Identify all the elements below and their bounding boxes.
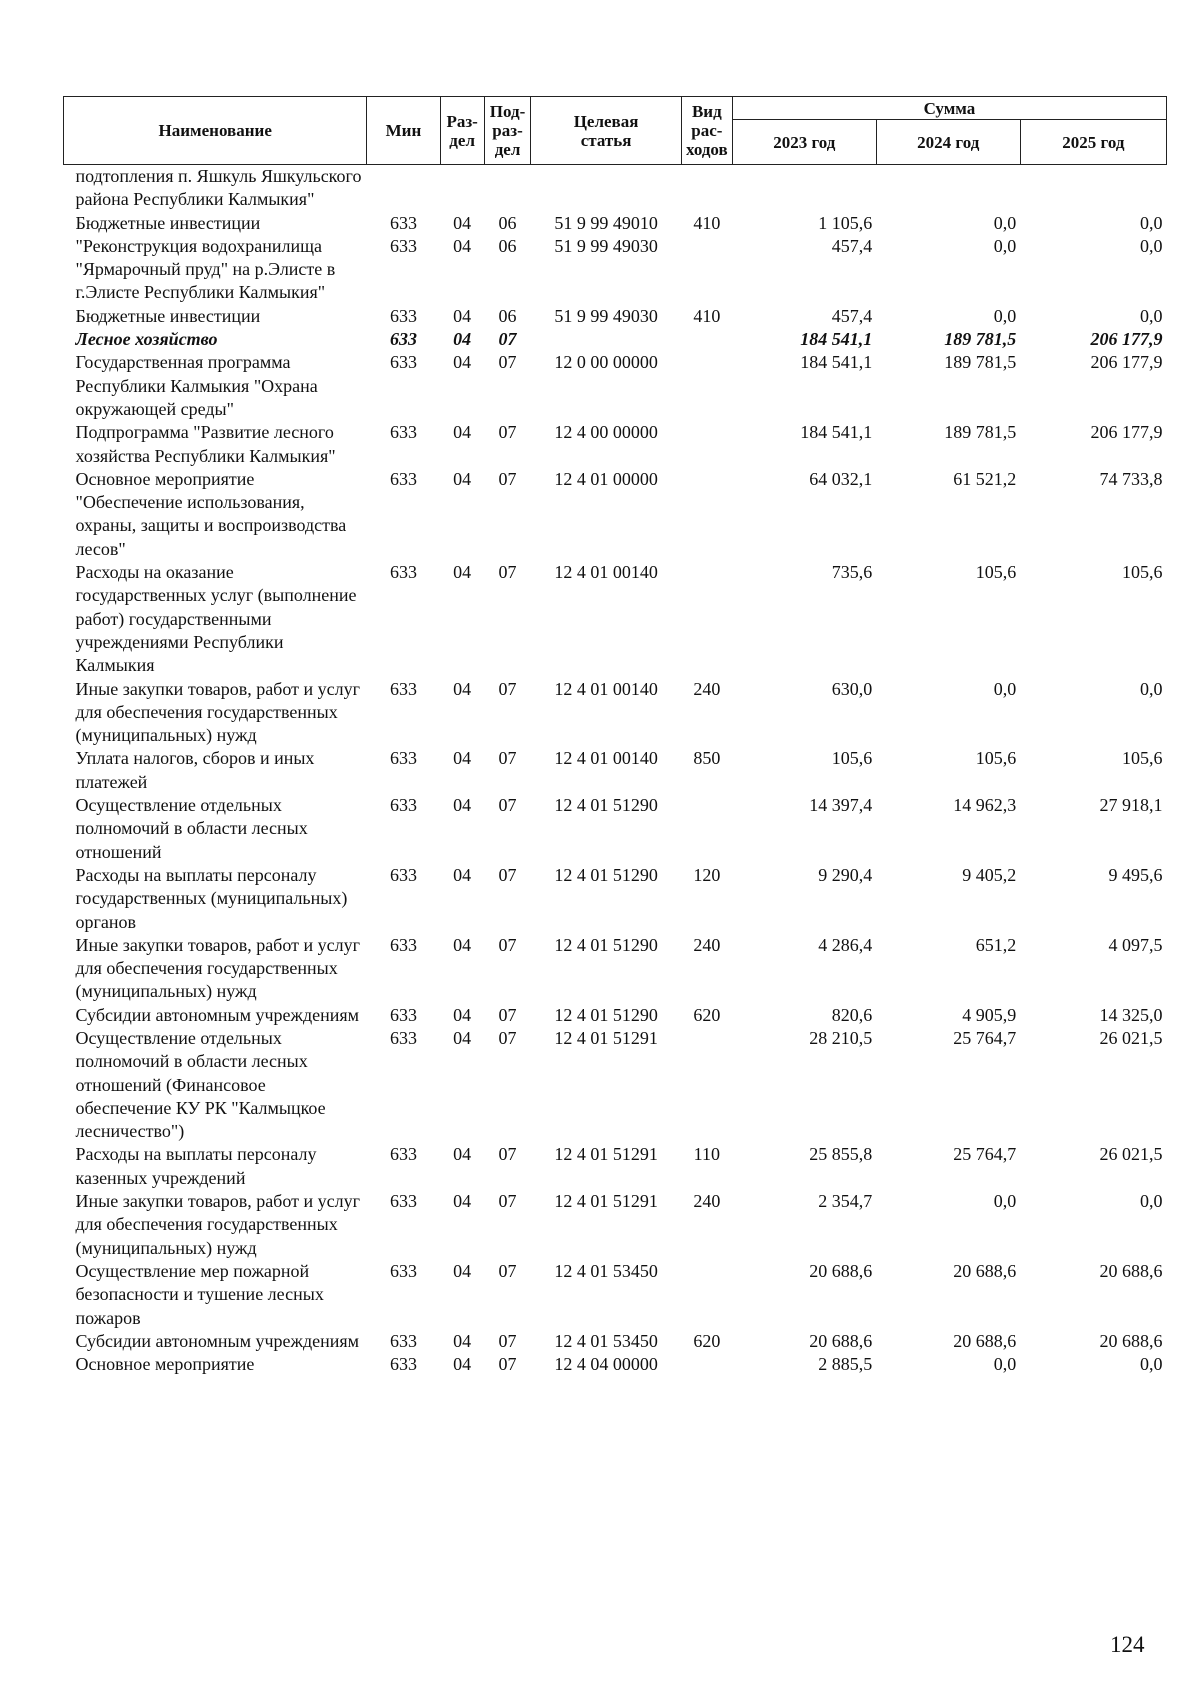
cell-expense-type xyxy=(681,328,732,351)
cell-podrazdel: 07 xyxy=(498,864,517,885)
cell-sum-2024: 0,0 xyxy=(993,235,1017,256)
table-row xyxy=(64,1330,1167,1353)
cell-razdel: 04 xyxy=(453,1027,472,1048)
header-year-2024: 2024 год xyxy=(876,120,1020,165)
table-row xyxy=(64,1143,1167,1190)
cell-expense-type xyxy=(681,165,732,212)
cell-min: 633 xyxy=(389,1354,417,1375)
cell-expense-type: 410 xyxy=(693,305,721,326)
cell-razdel: 04 xyxy=(453,1191,472,1212)
cell-razdel: 04 xyxy=(453,1004,472,1025)
cell-name: Осуществление отдельных полномочий в области лесных отношений (Финансовое обеспечение КУ РК "Калмыцкое лесничество") xyxy=(75,1027,326,1142)
cell-sum-2025: 0,0 xyxy=(1140,1354,1163,1375)
cell-razdel: 04 xyxy=(453,1354,472,1375)
cell-expense-type: 120 xyxy=(693,864,721,885)
cell-sum-2025: 4 097,5 xyxy=(1108,934,1163,955)
cell-podrazdel: 07 xyxy=(498,422,517,443)
cell-podrazdel: 07 xyxy=(498,468,517,489)
table-row xyxy=(64,1190,1167,1260)
cell-sum-2023: 2 885,5 xyxy=(818,1354,873,1375)
cell-sum-2023: 2 354,7 xyxy=(818,1191,873,1212)
cell-podrazdel: 07 xyxy=(498,1027,517,1048)
cell-min: 633 xyxy=(389,934,417,955)
table-row xyxy=(64,678,1167,748)
cell-sum-2024: 0,0 xyxy=(993,678,1017,699)
cell-target-article: 12 4 01 53450 xyxy=(554,1260,658,1281)
cell-target-article: 12 4 01 53450 xyxy=(554,1330,658,1351)
cell-podrazdel: 07 xyxy=(498,1330,517,1351)
header-target-article: Целевая статья xyxy=(531,97,682,165)
header-year-2025: 2025 год xyxy=(1020,120,1166,165)
cell-min: 633 xyxy=(389,1330,417,1351)
cell-sum-2023: 820,6 xyxy=(831,1004,873,1025)
cell-sum-2023: 184 541,1 xyxy=(800,352,873,373)
cell-name: Иные закупки товаров, работ и услуг для обеспечения государственных (муниципальных) нужд xyxy=(75,1191,360,1258)
cell-sum-2025: 0,0 xyxy=(1140,212,1163,233)
cell-expense-type: 240 xyxy=(693,678,721,699)
cell-min: 633 xyxy=(389,1144,417,1165)
cell-sum-2025: 26 021,5 xyxy=(1099,1144,1163,1165)
cell-sum-2025: 74 733,8 xyxy=(1099,468,1163,489)
cell-sum-2023: 457,4 xyxy=(831,235,873,256)
cell-name: Расходы на выплаты персоналу казенных учреждений xyxy=(75,1144,317,1188)
cell-min: 633 xyxy=(389,235,417,256)
cell-sum-2023: 25 855,8 xyxy=(809,1144,873,1165)
table-row xyxy=(64,1260,1167,1330)
table-row xyxy=(64,351,1167,421)
cell-podrazdel: 07 xyxy=(498,1191,517,1212)
cell-sum-2024: 651,2 xyxy=(975,934,1017,955)
cell-target-article: 12 4 01 51291 xyxy=(554,1027,658,1048)
cell-name: Расходы на оказание государственных услуг (выполнение работ) государственными учреждениями Республики Калмыкия xyxy=(75,562,357,676)
cell-name: Лесное хозяйство xyxy=(75,329,218,350)
cell-razdel: 04 xyxy=(453,678,472,699)
cell-podrazdel: 06 xyxy=(498,235,517,256)
cell-sum-2025: 0,0 xyxy=(1140,235,1163,256)
cell-name: Основное мероприятие "Обеспечение использования, охраны, защиты и воспроизводства лесов" xyxy=(75,468,347,559)
cell-min: 633 xyxy=(389,795,417,816)
cell-sum-2024: 20 688,6 xyxy=(953,1330,1017,1351)
cell-sum-2024 xyxy=(876,165,1020,212)
cell-podrazdel: 07 xyxy=(498,562,517,583)
cell-min: 633 xyxy=(389,1191,417,1212)
cell-target-article xyxy=(531,165,682,212)
cell-sum-2023: 735,6 xyxy=(831,562,873,583)
cell-min: 633 xyxy=(389,678,417,699)
cell-sum-2024: 0,0 xyxy=(993,212,1017,233)
cell-razdel: 04 xyxy=(453,934,472,955)
cell-name: Уплата налогов, сборов и иных платежей xyxy=(75,748,315,792)
cell-razdel: 04 xyxy=(453,864,472,885)
cell-sum-2024: 0,0 xyxy=(993,305,1017,326)
cell-expense-type xyxy=(681,468,732,561)
cell-expense-type: 850 xyxy=(693,748,721,769)
cell-target-article: 51 9 99 49030 xyxy=(554,235,658,256)
cell-target-article xyxy=(531,328,682,351)
cell-name: Осуществление отдельных полномочий в области лесных отношений xyxy=(75,795,308,862)
cell-razdel: 04 xyxy=(453,1144,472,1165)
cell-name: Иные закупки товаров, работ и услуг для обеспечения государственных (муниципальных) нужд xyxy=(75,678,360,746)
cell-podrazdel: 07 xyxy=(498,1144,517,1165)
cell-sum-2025: 105,6 xyxy=(1122,562,1163,583)
cell-name: Бюджетные инвестиции xyxy=(75,305,261,326)
cell-sum-2024: 25 764,7 xyxy=(953,1144,1017,1165)
cell-sum-2023: 20 688,6 xyxy=(809,1330,873,1351)
cell-expense-type: 410 xyxy=(693,212,721,233)
cell-expense-type xyxy=(681,351,732,421)
cell-min: 633 xyxy=(389,212,417,233)
cell-target-article: 12 4 01 51290 xyxy=(554,934,658,955)
cell-sum-2025: 206 177,9 xyxy=(1090,422,1163,443)
cell-min: 633 xyxy=(389,468,417,489)
cell-target-article: 12 4 04 00000 xyxy=(554,1354,658,1375)
cell-sum-2025: 26 021,5 xyxy=(1099,1027,1163,1048)
cell-target-article: 51 9 99 49030 xyxy=(554,305,658,326)
cell-podrazdel: 07 xyxy=(498,1354,517,1375)
cell-razdel: 04 xyxy=(453,748,472,769)
cell-name: Расходы на выплаты персоналу государственных (муниципальных) органов xyxy=(75,864,348,932)
table-row xyxy=(64,1027,1167,1143)
cell-min: 633 xyxy=(389,329,417,350)
cell-min: 633 xyxy=(389,1260,417,1281)
table-body xyxy=(64,165,1167,1377)
cell-razdel: 04 xyxy=(453,352,472,373)
cell-sum-2024: 9 405,2 xyxy=(962,864,1017,885)
cell-sum-2024: 189 781,5 xyxy=(944,352,1017,373)
cell-sum-2023: 4 286,4 xyxy=(818,934,873,955)
cell-name: Субсидии автономным учреждениям xyxy=(75,1004,360,1025)
table-row xyxy=(64,165,1167,212)
cell-podrazdel: 07 xyxy=(498,1004,517,1025)
cell-sum-2024: 25 764,7 xyxy=(953,1027,1017,1048)
cell-name: Основное мероприятие xyxy=(75,1354,255,1375)
budget-table xyxy=(63,96,1167,1376)
cell-sum-2025 xyxy=(1020,165,1166,212)
cell-sum-2025: 20 688,6 xyxy=(1099,1330,1163,1351)
cell-razdel: 04 xyxy=(453,235,472,256)
cell-min: 633 xyxy=(389,864,417,885)
cell-razdel: 04 xyxy=(453,795,472,816)
table-row xyxy=(64,1004,1167,1027)
cell-name: Подпрограмма "Развитие лесного хозяйства Республики Калмыкия" xyxy=(75,422,336,466)
cell-sum-2023: 184 541,1 xyxy=(800,422,873,443)
cell-podrazdel: 06 xyxy=(498,305,517,326)
cell-min: 633 xyxy=(389,305,417,326)
table-row xyxy=(64,1353,1167,1376)
cell-sum-2025: 14 325,0 xyxy=(1099,1004,1163,1025)
header-name: Наименование xyxy=(64,97,367,165)
cell-sum-2023: 1 105,6 xyxy=(818,212,873,233)
cell-target-article: 12 4 01 00000 xyxy=(554,468,658,489)
cell-podrazdel: 07 xyxy=(498,748,517,769)
cell-min: 633 xyxy=(389,1004,417,1025)
table-row xyxy=(64,305,1167,328)
cell-sum-2024: 14 962,3 xyxy=(953,795,1017,816)
cell-sum-2025: 206 177,9 xyxy=(1090,329,1163,350)
cell-sum-2024: 4 905,9 xyxy=(962,1004,1017,1025)
cell-sum-2023: 184 541,1 xyxy=(800,329,873,350)
cell-sum-2023: 20 688,6 xyxy=(809,1260,873,1281)
cell-sum-2023 xyxy=(732,165,876,212)
cell-sum-2024: 189 781,5 xyxy=(944,422,1017,443)
cell-target-article: 12 4 01 51290 xyxy=(554,795,658,816)
cell-min: 633 xyxy=(389,352,417,373)
cell-podrazdel xyxy=(484,165,531,212)
cell-sum-2023: 9 290,4 xyxy=(818,864,873,885)
table-header xyxy=(64,97,1167,165)
table-row xyxy=(64,794,1167,864)
cell-sum-2024: 105,6 xyxy=(975,748,1017,769)
cell-target-article: 12 4 01 51290 xyxy=(554,1004,658,1025)
cell-expense-type xyxy=(681,561,732,677)
cell-sum-2024: 0,0 xyxy=(993,1354,1017,1375)
header-expense-type: Вид рас- ходов xyxy=(681,97,732,165)
table-row xyxy=(64,328,1167,351)
table-row xyxy=(64,934,1167,1004)
cell-razdel: 04 xyxy=(453,1260,472,1281)
cell-target-article: 12 4 01 51291 xyxy=(554,1191,658,1212)
cell-expense-type: 620 xyxy=(693,1330,721,1351)
table-row xyxy=(64,421,1167,468)
cell-name: Иные закупки товаров, работ и услуг для обеспечения государственных (муниципальных) нужд xyxy=(75,934,360,1002)
cell-sum-2025: 0,0 xyxy=(1140,305,1163,326)
cell-name: Осуществление мер пожарной безопасности и тушение лесных пожаров xyxy=(75,1260,324,1328)
cell-sum-2025: 206 177,9 xyxy=(1090,352,1163,373)
cell-podrazdel: 07 xyxy=(498,329,517,350)
cell-podrazdel: 06 xyxy=(498,212,517,233)
cell-expense-type: 240 xyxy=(693,934,721,955)
cell-podrazdel: 07 xyxy=(498,1260,517,1281)
cell-name: Государственная программа Республики Калмыкия "Охрана окружающей среды" xyxy=(75,352,318,419)
cell-sum-2023: 28 210,5 xyxy=(809,1027,873,1048)
cell-sum-2025: 105,6 xyxy=(1122,748,1163,769)
cell-sum-2023: 457,4 xyxy=(831,305,873,326)
cell-name: подтопления п. Яшкуль Яшкульского района Республики Калмыкия" xyxy=(75,166,362,210)
header-year-2023: 2023 год xyxy=(732,120,876,165)
cell-target-article: 12 4 00 00000 xyxy=(554,422,658,443)
cell-sum-2025: 0,0 xyxy=(1140,1191,1163,1212)
cell-target-article: 12 0 00 00000 xyxy=(554,352,658,373)
cell-min: 633 xyxy=(389,562,417,583)
cell-podrazdel: 07 xyxy=(498,352,517,373)
cell-min: 633 xyxy=(389,1027,417,1048)
cell-sum-2023: 630,0 xyxy=(831,678,873,699)
cell-sum-2024: 0,0 xyxy=(993,1191,1017,1212)
cell-razdel: 04 xyxy=(453,422,472,443)
cell-target-article: 12 4 01 00140 xyxy=(554,748,658,769)
cell-sum-2025: 20 688,6 xyxy=(1099,1260,1163,1281)
cell-sum-2023: 14 397,4 xyxy=(809,795,873,816)
cell-target-article: 51 9 99 49010 xyxy=(554,212,658,233)
cell-razdel: 04 xyxy=(453,305,472,326)
cell-expense-type xyxy=(681,235,732,305)
cell-sum-2023: 64 032,1 xyxy=(809,468,873,489)
cell-podrazdel: 07 xyxy=(498,678,517,699)
cell-min xyxy=(367,165,440,212)
cell-name: Бюджетные инвестиции xyxy=(75,212,261,233)
cell-expense-type xyxy=(681,421,732,468)
cell-sum-2025: 9 495,6 xyxy=(1108,864,1163,885)
cell-sum-2025: 0,0 xyxy=(1140,678,1163,699)
cell-name: Субсидии автономным учреждениям xyxy=(75,1330,360,1351)
cell-sum-2024: 61 521,2 xyxy=(953,468,1017,489)
header-podrazdel: Под- раз- дел xyxy=(484,97,531,165)
table-row xyxy=(64,468,1167,561)
cell-sum-2024: 20 688,6 xyxy=(953,1260,1017,1281)
cell-razdel: 04 xyxy=(453,212,472,233)
cell-razdel: 04 xyxy=(453,468,472,489)
cell-expense-type: 110 xyxy=(693,1144,721,1165)
page-number: 124 xyxy=(1110,1632,1145,1657)
header-sum: Сумма xyxy=(732,97,1166,120)
cell-min: 633 xyxy=(389,748,417,769)
budget-table-sheet xyxy=(63,96,1167,1376)
table-row xyxy=(64,747,1167,794)
cell-sum-2024: 105,6 xyxy=(975,562,1017,583)
table-row xyxy=(64,235,1167,305)
cell-target-article: 12 4 01 51291 xyxy=(554,1144,658,1165)
cell-expense-type xyxy=(681,1027,732,1143)
cell-razdel xyxy=(440,165,484,212)
cell-target-article: 12 4 01 00140 xyxy=(554,678,658,699)
cell-sum-2025: 27 918,1 xyxy=(1099,795,1163,816)
cell-sum-2023: 105,6 xyxy=(831,748,873,769)
table-row xyxy=(64,561,1167,677)
table-row xyxy=(64,212,1167,235)
cell-podrazdel: 07 xyxy=(498,934,517,955)
cell-podrazdel: 07 xyxy=(498,795,517,816)
cell-razdel: 04 xyxy=(453,1330,472,1351)
cell-target-article: 12 4 01 00140 xyxy=(554,562,658,583)
cell-expense-type xyxy=(681,1260,732,1330)
cell-target-article: 12 4 01 51290 xyxy=(554,864,658,885)
cell-razdel: 04 xyxy=(453,562,472,583)
cell-expense-type xyxy=(681,1353,732,1376)
cell-name: "Реконструкция водохранилища "Ярмарочный пруд" на р.Элисте в г.Элисте Республики Калмыкия" xyxy=(75,235,336,303)
header-min: Мин xyxy=(367,97,440,165)
cell-min: 633 xyxy=(389,422,417,443)
cell-expense-type xyxy=(681,794,732,864)
cell-razdel: 04 xyxy=(453,329,472,350)
cell-expense-type: 240 xyxy=(693,1191,721,1212)
header-razdel: Раз- дел xyxy=(440,97,484,165)
cell-expense-type: 620 xyxy=(693,1004,721,1025)
cell-sum-2024: 189 781,5 xyxy=(944,329,1017,350)
table-row xyxy=(64,864,1167,934)
